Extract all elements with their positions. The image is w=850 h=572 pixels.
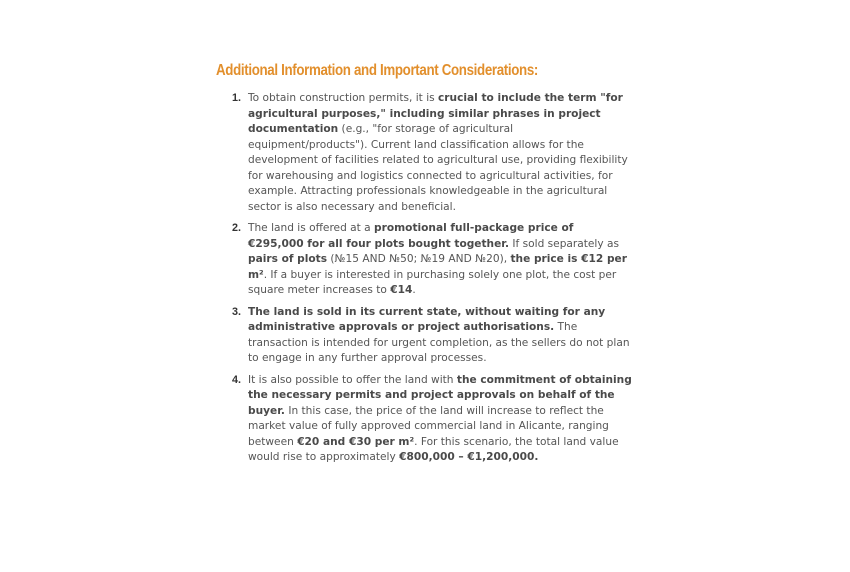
body-text: . If a buyer is interested in purchasing solely one plot, the cost per square meter increases to xyxy=(248,268,617,296)
list-item-text xyxy=(248,222,627,296)
list-item xyxy=(232,91,632,215)
body-text: It is also possible to offer the land with xyxy=(248,373,457,386)
list-item-text xyxy=(248,306,630,365)
emphasized-text: €20 and €30 per m² xyxy=(297,435,415,448)
list-item-number: 3. xyxy=(232,305,242,318)
section-heading: Additional Information and Important Considerations: xyxy=(216,62,539,79)
body-text: If sold separately as xyxy=(509,237,620,250)
body-text: To obtain construction permits, it is xyxy=(248,92,439,104)
emphasized-text: pairs of plots xyxy=(248,253,328,265)
emphasized-text: the commitment of obtaining the necessary permits and project approvals on behalf of the buyer. xyxy=(248,373,632,417)
body-text: . xyxy=(412,284,416,296)
emphasized-text: promotional full-package price of €295,000 for all four plots bought together. xyxy=(248,222,574,250)
body-text: (e.g., "for storage of agricultural equipment/products"). Current land classification allows for the development of facilities related to agricultural use, providing flexibility for warehousing and logistics connected to agricultural activities, for example. Attracting professionals knowledgeable in the agricultural sector is also necessary and beneficial. xyxy=(248,123,628,213)
body-text: The transaction is intended for urgent completion, as the sellers do not plan to engage in any further approval processes. xyxy=(248,321,630,364)
emphasized-text: crucial to include the term "for agricultural purposes," including similar phrases in project documentation xyxy=(248,92,623,135)
body-text: In this case, the price of the land will increase to reflect the market value of fully approved commercial land in Alicante, ranging between xyxy=(248,404,609,448)
body-text: (№15 AND №50; №19 AND №20), xyxy=(327,253,511,265)
list-item-number: 4. xyxy=(232,373,242,386)
emphasized-text: the price is €12 per m² xyxy=(248,253,627,281)
emphasized-text: €800,000 – €1,200,000. xyxy=(399,451,539,463)
emphasized-text: €14 xyxy=(390,284,413,296)
list-item xyxy=(232,221,632,299)
emphasized-text: The land is sold in its current state, without waiting for any administrative approvals or project authorisations. xyxy=(248,305,606,333)
considerations-list xyxy=(232,91,632,472)
list-item xyxy=(232,373,632,466)
body-text: The land is offered at a xyxy=(248,222,375,234)
list-item-text xyxy=(248,374,632,464)
body-text: . For this scenario, the total land value would rise to approximately xyxy=(248,435,619,463)
list-item-text xyxy=(248,92,628,213)
list-item-number: 1. xyxy=(232,92,242,104)
list-item xyxy=(232,305,632,367)
list-item-number: 2. xyxy=(232,222,242,234)
